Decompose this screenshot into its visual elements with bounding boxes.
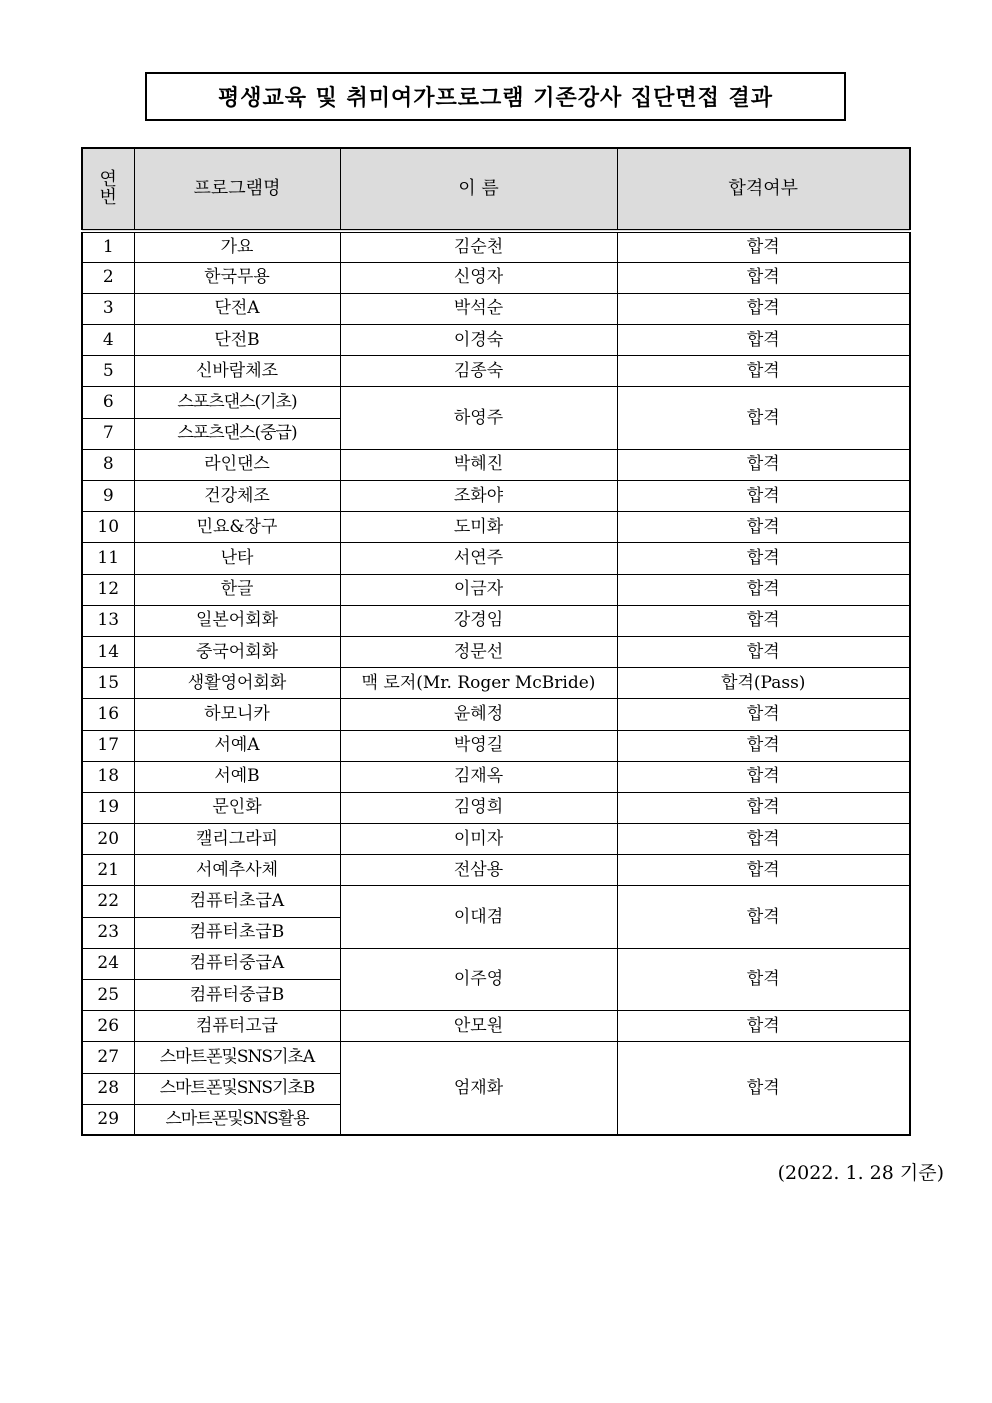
row-name: 김순천 bbox=[340, 231, 617, 262]
table-row bbox=[82, 886, 910, 917]
header-name: 이 름 bbox=[340, 148, 617, 231]
row-name: 전삼용 bbox=[340, 855, 617, 886]
row-result: 합격 bbox=[617, 231, 910, 262]
row-num: 28 bbox=[82, 1073, 134, 1104]
row-num: 1 bbox=[82, 231, 134, 262]
row-program: 단전A bbox=[134, 293, 340, 324]
row-program: 문인화 bbox=[134, 792, 340, 823]
row-name: 엄재화 bbox=[340, 1042, 617, 1136]
row-num: 8 bbox=[82, 449, 134, 480]
row-name: 서연주 bbox=[340, 543, 617, 574]
table-row bbox=[82, 1011, 910, 1042]
table-row bbox=[82, 481, 910, 512]
row-name: 이미자 bbox=[340, 824, 617, 855]
row-num: 10 bbox=[82, 512, 134, 543]
row-num: 24 bbox=[82, 948, 134, 979]
table-row bbox=[82, 387, 910, 418]
row-result: 합격(Pass) bbox=[617, 668, 910, 699]
header-num-line2: 번 bbox=[99, 187, 117, 208]
results-table bbox=[81, 147, 911, 1136]
row-num: 5 bbox=[82, 356, 134, 387]
row-num: 3 bbox=[82, 293, 134, 324]
table-row bbox=[82, 855, 910, 886]
row-num: 13 bbox=[82, 605, 134, 636]
row-result: 합격 bbox=[617, 449, 910, 480]
row-program: 서예B bbox=[134, 761, 340, 792]
reference-date: (2022. 1. 28 기준) bbox=[777, 1162, 944, 1184]
row-program: 컴퓨터초급B bbox=[134, 917, 340, 948]
header-row bbox=[82, 148, 910, 231]
row-program: 서예추사체 bbox=[134, 855, 340, 886]
row-name: 김재옥 bbox=[340, 761, 617, 792]
row-program: 신바람체조 bbox=[134, 356, 340, 387]
row-program: 가요 bbox=[134, 231, 340, 262]
table-row bbox=[82, 668, 910, 699]
row-result: 합격 bbox=[617, 792, 910, 823]
header-num bbox=[82, 148, 134, 231]
row-program: 서예A bbox=[134, 730, 340, 761]
row-program: 스포츠댄스(기초) bbox=[134, 387, 340, 418]
row-result: 합격 bbox=[617, 325, 910, 356]
row-result: 합격 bbox=[617, 356, 910, 387]
row-program: 컴퓨터고급 bbox=[134, 1011, 340, 1042]
row-program: 스포츠댄스(중급) bbox=[134, 418, 340, 449]
row-num: 17 bbox=[82, 730, 134, 761]
row-program: 건강체조 bbox=[134, 481, 340, 512]
row-program: 한국무용 bbox=[134, 262, 340, 293]
row-num: 9 bbox=[82, 481, 134, 512]
table-row bbox=[82, 356, 910, 387]
row-program: 스마트폰및SNS활용 bbox=[134, 1104, 340, 1135]
row-name: 강경임 bbox=[340, 605, 617, 636]
row-result: 합격 bbox=[617, 605, 910, 636]
table-row bbox=[82, 636, 910, 667]
row-name: 맥 로저(Mr. Roger McBride) bbox=[340, 668, 617, 699]
row-name: 도미화 bbox=[340, 512, 617, 543]
row-result: 합격 bbox=[617, 699, 910, 730]
table-row bbox=[82, 543, 910, 574]
row-program: 컴퓨터중급B bbox=[134, 980, 340, 1011]
row-num: 22 bbox=[82, 886, 134, 917]
row-name: 김종숙 bbox=[340, 356, 617, 387]
table-row bbox=[82, 1042, 910, 1073]
row-program: 스마트폰및SNS기초A bbox=[134, 1042, 340, 1073]
row-result: 합격 bbox=[617, 481, 910, 512]
table-row bbox=[82, 449, 910, 480]
row-name: 하영주 bbox=[340, 387, 617, 449]
table-row bbox=[82, 574, 910, 605]
row-num: 27 bbox=[82, 1042, 134, 1073]
row-program: 한글 bbox=[134, 574, 340, 605]
row-num: 15 bbox=[82, 668, 134, 699]
row-program: 컴퓨터중급A bbox=[134, 948, 340, 979]
row-num: 23 bbox=[82, 917, 134, 948]
row-name: 박혜진 bbox=[340, 449, 617, 480]
row-name: 조화야 bbox=[340, 481, 617, 512]
row-name: 정문선 bbox=[340, 636, 617, 667]
row-name: 이금자 bbox=[340, 574, 617, 605]
row-program: 컴퓨터초급A bbox=[134, 886, 340, 917]
row-result: 합격 bbox=[617, 761, 910, 792]
row-name: 안모원 bbox=[340, 1011, 617, 1042]
table-row bbox=[82, 262, 910, 293]
row-result: 합격 bbox=[617, 512, 910, 543]
row-program: 일본어회화 bbox=[134, 605, 340, 636]
row-num: 12 bbox=[82, 574, 134, 605]
row-program: 하모니카 bbox=[134, 699, 340, 730]
row-num: 18 bbox=[82, 761, 134, 792]
row-program: 중국어회화 bbox=[134, 636, 340, 667]
table-row bbox=[82, 730, 910, 761]
row-num: 21 bbox=[82, 855, 134, 886]
table-row bbox=[82, 605, 910, 636]
table-row bbox=[82, 792, 910, 823]
row-result: 합격 bbox=[617, 948, 910, 1010]
table-row bbox=[82, 761, 910, 792]
row-name: 이경숙 bbox=[340, 325, 617, 356]
row-num: 2 bbox=[82, 262, 134, 293]
row-result: 합격 bbox=[617, 1042, 910, 1136]
row-result: 합격 bbox=[617, 543, 910, 574]
row-result: 합격 bbox=[617, 730, 910, 761]
row-program: 스마트폰및SNS기초B bbox=[134, 1073, 340, 1104]
row-num: 4 bbox=[82, 325, 134, 356]
row-name: 이대겸 bbox=[340, 886, 617, 948]
table-row bbox=[82, 699, 910, 730]
row-program: 캘리그라피 bbox=[134, 824, 340, 855]
row-num: 7 bbox=[82, 418, 134, 449]
row-result: 합격 bbox=[617, 1011, 910, 1042]
row-result: 합격 bbox=[617, 886, 910, 948]
row-num: 19 bbox=[82, 792, 134, 823]
table-row bbox=[82, 231, 910, 262]
row-program: 민요&장구 bbox=[134, 512, 340, 543]
row-num: 20 bbox=[82, 824, 134, 855]
header-num-line1: 연 bbox=[99, 169, 117, 190]
row-num: 11 bbox=[82, 543, 134, 574]
row-result: 합격 bbox=[617, 855, 910, 886]
row-num: 25 bbox=[82, 980, 134, 1011]
row-result: 합격 bbox=[617, 293, 910, 324]
row-name: 박석순 bbox=[340, 293, 617, 324]
table-row bbox=[82, 512, 910, 543]
table-row bbox=[82, 948, 910, 979]
row-name: 김영희 bbox=[340, 792, 617, 823]
row-program: 라인댄스 bbox=[134, 449, 340, 480]
document-title: 평생교육 및 취미여가프로그램 기존강사 집단면접 결과 bbox=[145, 72, 846, 121]
row-num: 26 bbox=[82, 1011, 134, 1042]
row-result: 합격 bbox=[617, 824, 910, 855]
row-name: 이주영 bbox=[340, 948, 617, 1010]
table-row bbox=[82, 325, 910, 356]
row-program: 생활영어회화 bbox=[134, 668, 340, 699]
row-num: 6 bbox=[82, 387, 134, 418]
header-program: 프로그램명 bbox=[134, 148, 340, 231]
header-result: 합격여부 bbox=[617, 148, 910, 231]
row-num: 29 bbox=[82, 1104, 134, 1135]
table-row bbox=[82, 824, 910, 855]
table-row bbox=[82, 293, 910, 324]
row-program: 단전B bbox=[134, 325, 340, 356]
row-num: 16 bbox=[82, 699, 134, 730]
row-num: 14 bbox=[82, 636, 134, 667]
row-name: 윤혜정 bbox=[340, 699, 617, 730]
row-result: 합격 bbox=[617, 387, 910, 449]
row-program: 난타 bbox=[134, 543, 340, 574]
row-name: 박영길 bbox=[340, 730, 617, 761]
row-result: 합격 bbox=[617, 262, 910, 293]
row-result: 합격 bbox=[617, 574, 910, 605]
row-result: 합격 bbox=[617, 636, 910, 667]
row-name: 신영자 bbox=[340, 262, 617, 293]
